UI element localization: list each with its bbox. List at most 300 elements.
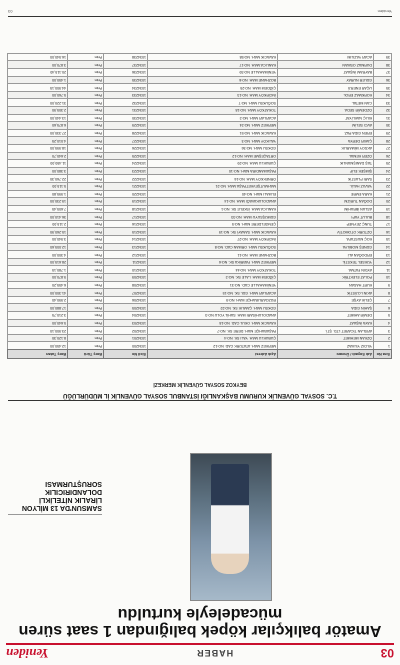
table-cell: Prim bbox=[68, 198, 104, 206]
table-cell: KANLICA MAH. İSKELE SK. NO:1 bbox=[148, 205, 278, 213]
table-cell: DEMİR AHMET bbox=[278, 312, 374, 320]
table-header-cell: Borç Tutarı bbox=[8, 350, 68, 359]
table-cell: 25 bbox=[374, 160, 392, 168]
table-row bbox=[8, 182, 392, 190]
table-cell: 12 bbox=[374, 258, 392, 266]
headline: Amatör balıkçılar köpek balığından 1 saat süren mücadeleyle kurtuldu bbox=[18, 605, 382, 639]
table-cell: 1034211 bbox=[104, 258, 148, 266]
table-cell: 4 bbox=[374, 319, 392, 327]
table-row bbox=[8, 198, 392, 206]
table-cell: 32 bbox=[374, 107, 392, 115]
table-cell: 1034216 bbox=[104, 220, 148, 228]
table-cell: Prim bbox=[68, 327, 104, 335]
table-cell: 1034214 bbox=[104, 236, 148, 244]
table-cell: AYDIN FATMA bbox=[278, 266, 374, 274]
table-cell: 7 bbox=[374, 296, 392, 304]
table-cell: YENİMAHALLE CAD. NO:31 bbox=[148, 281, 278, 289]
table-cell: Prim bbox=[68, 61, 104, 69]
table-cell: Prim bbox=[68, 53, 104, 61]
table-cell: 15 bbox=[374, 236, 392, 244]
masthead bbox=[6, 643, 394, 661]
table-cell: Prim bbox=[68, 129, 104, 137]
table-cell: 1034234 bbox=[104, 84, 148, 92]
table-cell: 9 bbox=[374, 281, 392, 289]
table-cell: 1034229 bbox=[104, 122, 148, 130]
table-cell: 1034218 bbox=[104, 205, 148, 213]
table-header-row bbox=[8, 350, 392, 359]
table-cell: 20.115,40 bbox=[8, 69, 68, 77]
page-footer bbox=[8, 7, 392, 17]
table-row bbox=[8, 144, 392, 152]
table-cell: 22 bbox=[374, 182, 392, 190]
table-cell: 1034235 bbox=[104, 76, 148, 84]
table-cell: 1034224 bbox=[104, 160, 148, 168]
table-cell: GÖKSU MAH. NO:36 bbox=[148, 144, 278, 152]
table-cell: KANLICA MAH. NO:17 bbox=[148, 61, 278, 69]
table-row bbox=[8, 274, 392, 282]
table-cell: Prim bbox=[68, 122, 104, 130]
table-cell: 27.330,00 bbox=[8, 129, 68, 137]
article-body-column bbox=[8, 517, 102, 601]
table-cell: 37 bbox=[374, 69, 392, 77]
table-cell: 1034228 bbox=[104, 129, 148, 137]
article-body-column bbox=[324, 403, 393, 449]
table-cell: GÜNEŞ MOBİLYA bbox=[278, 243, 374, 251]
table-cell: 38 bbox=[374, 61, 392, 69]
table-row bbox=[8, 61, 392, 69]
table-cell: ŞİMŞEK ELİF bbox=[278, 167, 374, 175]
table-cell: 13 bbox=[374, 251, 392, 259]
table-cell: 31 bbox=[374, 114, 392, 122]
table-cell: 39 bbox=[374, 53, 392, 61]
table-row bbox=[8, 228, 392, 236]
table-cell: Prim bbox=[68, 258, 104, 266]
table-cell: UÇAR ENERJİ bbox=[278, 84, 374, 92]
section-label: HABER bbox=[196, 648, 234, 658]
table-cell: Prim bbox=[68, 205, 104, 213]
table-cell: 18.995,00 bbox=[8, 144, 68, 152]
table-cell: ANADOLUHİSARI MAH. SAHİL YOLU NO:3 bbox=[148, 312, 278, 320]
table-cell: KORKMAZ EROL bbox=[278, 91, 374, 99]
table-cell: KAVACIK MAH. NO:51 bbox=[148, 129, 278, 137]
table-cell: AKSOY MİMARLIK bbox=[278, 144, 374, 152]
table-row bbox=[8, 281, 392, 289]
table-cell: MERKEZ MAH. FABRİKA SK. NO:6 bbox=[148, 258, 278, 266]
table-cell: 2 bbox=[374, 334, 392, 342]
table-cell: ASLAN İBRAHİM bbox=[278, 205, 374, 213]
table-cell: ÖZKAN MEHMET bbox=[278, 334, 374, 342]
table-cell: 5.115,00 bbox=[8, 182, 68, 190]
table-row bbox=[8, 243, 392, 251]
table-cell: 8 bbox=[374, 289, 392, 297]
table-cell: 36 bbox=[374, 76, 392, 84]
table-cell: ÇİĞDEM MAH. NO:25 bbox=[148, 84, 278, 92]
table-cell: 1034232 bbox=[104, 99, 148, 107]
table-cell: 1034208 bbox=[104, 281, 148, 289]
table-row bbox=[8, 122, 392, 130]
table-cell: TUNÇ ZEYNEP bbox=[278, 220, 374, 228]
table-cell: TOKATKÖY MAH. NO:18 bbox=[148, 107, 278, 115]
table-cell: Prim bbox=[68, 182, 104, 190]
table-cell: Prim bbox=[68, 114, 104, 122]
table-cell: MERKEZ MAH. NO:24 bbox=[148, 122, 278, 130]
table-cell: Prim bbox=[68, 342, 104, 350]
table-cell: GÜMÜŞSUYU MAH. NO:33 bbox=[148, 213, 278, 221]
notice-subtitle: BEYKOZ SOSYAL GÜVENLİK MERKEZİ bbox=[153, 381, 247, 387]
table-cell: SOĞUKSU MAH. ORMAN CAD. NO:8 bbox=[148, 243, 278, 251]
table-cell: 4.010,25 bbox=[8, 137, 68, 145]
table-cell: 44.900,15 bbox=[8, 84, 68, 92]
table-cell: 1034200 bbox=[104, 342, 148, 350]
table-cell: YAVUZ HALİL bbox=[278, 182, 374, 190]
table-cell: ACARLAR MAH. NO:2 bbox=[148, 114, 278, 122]
table-row bbox=[8, 190, 392, 198]
table-cell: ÖRNEKKÖY MAH. NO:16 bbox=[148, 175, 278, 183]
table-cell: 16.540,00 bbox=[8, 53, 68, 61]
table-cell: Prim bbox=[68, 144, 104, 152]
table-cell: 3.210,75 bbox=[8, 312, 68, 320]
table-cell: Prim bbox=[68, 312, 104, 320]
table-row bbox=[8, 175, 392, 183]
table-cell: YENİMAHALLE NO:39 bbox=[148, 69, 278, 77]
table-cell: Prim bbox=[68, 152, 104, 160]
notice-title: T.C. SOSYAL GÜVENLİK KURUMU BAŞKANLIĞI İSTANBUL SOSYAL GÜVENLİK İL MÜDÜRLÜĞÜ bbox=[8, 391, 392, 401]
table-cell: 3 bbox=[374, 327, 392, 335]
table-cell: 1034212 bbox=[104, 251, 148, 259]
table-cell: Prim bbox=[68, 213, 104, 221]
article-body-column bbox=[274, 451, 334, 601]
table-cell: 1034233 bbox=[104, 91, 148, 99]
table-cell: 14 bbox=[374, 243, 392, 251]
table-cell: 3.940,00 bbox=[8, 236, 68, 244]
table-cell: 1034230 bbox=[104, 114, 148, 122]
table-cell: 6.455,20 bbox=[8, 281, 68, 289]
table-cell: EREN GIDA PAZ. bbox=[278, 129, 374, 137]
table-cell: 6 bbox=[374, 304, 392, 312]
table-cell: BOZHANE MAH. NO:11 bbox=[148, 251, 278, 259]
table-cell: Prim bbox=[68, 220, 104, 228]
table-cell: 17 bbox=[374, 220, 392, 228]
table-cell: Prim bbox=[68, 304, 104, 312]
table-cell: 1 bbox=[374, 342, 392, 350]
table-cell: 22.760,30 bbox=[8, 175, 68, 183]
table-cell: Prim bbox=[68, 251, 104, 259]
table-cell: İNCİRKÖY MAH. NO:13 bbox=[148, 91, 278, 99]
table-cell: 7.605,45 bbox=[8, 205, 68, 213]
table-cell: PAŞAMANDIRA MAH. NO:10 bbox=[148, 167, 278, 175]
table-cell: ARSLAN TİCARET LTD. ŞTİ. bbox=[278, 327, 374, 335]
table-cell: 2.305,90 bbox=[8, 107, 68, 115]
table-cell: ÖZTÜRK OTOMOTİV bbox=[278, 228, 374, 236]
table-cell: YILDIZ YILMAZ bbox=[278, 342, 374, 350]
table-cell: 1034205 bbox=[104, 304, 148, 312]
table-cell: Prim bbox=[68, 236, 104, 244]
table-header-cell: Borç Türü bbox=[68, 350, 104, 359]
table-row bbox=[8, 342, 392, 350]
table-cell: 2.640,70 bbox=[8, 152, 68, 160]
table-row bbox=[8, 91, 392, 99]
table-cell: 1034222 bbox=[104, 175, 148, 183]
table-cell: Prim bbox=[68, 289, 104, 297]
table-cell: Prim bbox=[68, 84, 104, 92]
table-cell: MERKEZ MAH. ATATÜRK CAD. NO:12 bbox=[148, 342, 278, 350]
table-row bbox=[8, 304, 392, 312]
table-cell: 35 bbox=[374, 84, 392, 92]
table-cell: 24 bbox=[374, 167, 392, 175]
table-cell: 5.760,00 bbox=[8, 91, 68, 99]
table-cell: 1.450,00 bbox=[8, 76, 68, 84]
table-cell: 1034221 bbox=[104, 182, 148, 190]
table-cell: 1034201 bbox=[104, 334, 148, 342]
table-cell: 1.780,15 bbox=[8, 266, 68, 274]
table-cell: KAVACIK MAH. OKUL CAD. NO:18 bbox=[148, 319, 278, 327]
table-cell: 2.990,40 bbox=[8, 296, 68, 304]
table-cell: BAYRAM İNŞAAT bbox=[278, 69, 374, 77]
table-cell: 12.005,60 bbox=[8, 243, 68, 251]
table-cell: 16 bbox=[374, 228, 392, 236]
table-cell: 1034202 bbox=[104, 327, 148, 335]
table-cell: Prim bbox=[68, 274, 104, 282]
table-row bbox=[8, 69, 392, 77]
table-cell: ÇENGELDERE MAH. NO:5 bbox=[148, 220, 278, 228]
table-row bbox=[8, 129, 392, 137]
table-cell: BOZHANE MAH. NO:6 bbox=[148, 76, 278, 84]
table-row bbox=[8, 327, 392, 335]
table-cell: SOĞUKSU MAH. NO:7 bbox=[148, 99, 278, 107]
table-row bbox=[8, 107, 392, 115]
table-cell: 5.640,00 bbox=[8, 319, 68, 327]
table-cell: 28.615,00 bbox=[8, 258, 68, 266]
table-cell: 17.880,00 bbox=[8, 304, 68, 312]
table-cell: Prim bbox=[68, 266, 104, 274]
table-cell: Prim bbox=[68, 228, 104, 236]
table-cell: Prim bbox=[68, 107, 104, 115]
debtor-table bbox=[7, 53, 392, 359]
table-cell: ELMALI MAH. NO:40 bbox=[148, 190, 278, 198]
table-body bbox=[8, 53, 392, 349]
table-cell: 1034209 bbox=[104, 274, 148, 282]
table-cell: BULUT YAPI bbox=[278, 213, 374, 221]
table-cell: 1034204 bbox=[104, 312, 148, 320]
table-cell: YÜKSEL TEKSTİL bbox=[278, 258, 374, 266]
table-cell: 36.410,00 bbox=[8, 213, 68, 221]
table-row bbox=[8, 312, 392, 320]
table-row bbox=[8, 220, 392, 228]
table-cell: 1034225 bbox=[104, 152, 148, 160]
article-body-column bbox=[251, 403, 320, 449]
table-cell: 11.450,00 bbox=[8, 160, 68, 168]
table-cell: ACAR YAZILIM bbox=[278, 53, 374, 61]
table-cell: 41.300,00 bbox=[8, 289, 68, 297]
table-cell: İNCİRKÖY MAH. NO:27 bbox=[148, 236, 278, 244]
table-cell: Prim bbox=[68, 296, 104, 304]
table-cell: 1034237 bbox=[104, 61, 148, 69]
table-cell: 27 bbox=[374, 144, 392, 152]
table-cell: Prim bbox=[68, 243, 104, 251]
table-cell: 1034236 bbox=[104, 69, 148, 77]
table-cell: 1.995,80 bbox=[8, 190, 68, 198]
table-row bbox=[8, 213, 392, 221]
footer-logo: Yeniden bbox=[377, 9, 392, 14]
table-cell: 1034238 bbox=[104, 53, 148, 61]
page-number: 03 bbox=[380, 646, 394, 660]
table-cell: 3.380,00 bbox=[8, 167, 68, 175]
table-row bbox=[8, 251, 392, 259]
table-cell: MAHMUTŞEVKETPAŞA MAH. NO:21 bbox=[148, 182, 278, 190]
table-cell: ANADOLUKAVAĞI MAH. NO:14 bbox=[148, 198, 278, 206]
table-cell: Prim bbox=[68, 167, 104, 175]
table-cell: 1034206 bbox=[104, 296, 148, 304]
table-row bbox=[8, 152, 392, 160]
footer-page-number: 03 bbox=[8, 9, 13, 14]
table-cell: ÖZER KEMAL bbox=[278, 152, 374, 160]
table-cell: KAVACIK MAH. NO:58 bbox=[148, 53, 278, 61]
table-cell: KARA EMRE bbox=[278, 190, 374, 198]
table-cell: 1034219 bbox=[104, 198, 148, 206]
table-cell: Prim bbox=[68, 137, 104, 145]
table-cell: 1034227 bbox=[104, 137, 148, 145]
table-row bbox=[8, 334, 392, 342]
article-continuation bbox=[106, 403, 392, 449]
table-cell: 8.120,30 bbox=[8, 334, 68, 342]
table-row bbox=[8, 99, 392, 107]
table-row bbox=[8, 205, 392, 213]
table-cell: Prim bbox=[68, 99, 104, 107]
table-cell: KAVACIK MAH. SANAYİ SK. NO:19 bbox=[148, 228, 278, 236]
table-cell: Prim bbox=[68, 190, 104, 198]
table-cell: Prim bbox=[68, 69, 104, 77]
table-cell: 4.300,00 bbox=[8, 251, 68, 259]
table-row bbox=[8, 167, 392, 175]
table-cell: 1034231 bbox=[104, 107, 148, 115]
table-cell: Prim bbox=[68, 334, 104, 342]
table-cell: TAŞ DANIŞMANLIK bbox=[278, 160, 374, 168]
article-body-column bbox=[332, 451, 392, 601]
table-cell: 1034220 bbox=[104, 190, 148, 198]
table-cell: 34 bbox=[374, 91, 392, 99]
table-header-cell: Sicil No bbox=[104, 350, 148, 359]
article-photo bbox=[190, 453, 272, 601]
table-cell: 33 bbox=[374, 99, 392, 107]
table-cell: AVCI SELİM bbox=[278, 122, 374, 130]
table-cell: GÖKSU MAH. ÇAMLIK SK. NO:22 bbox=[148, 304, 278, 312]
table-cell: 18 bbox=[374, 213, 392, 221]
table-cell: KOÇ MUSTAFA bbox=[278, 236, 374, 244]
table-row bbox=[8, 319, 392, 327]
table-cell: 1034213 bbox=[104, 243, 148, 251]
table-cell: 5 bbox=[374, 312, 392, 320]
table-row bbox=[8, 84, 392, 92]
table-cell: 1034223 bbox=[104, 167, 148, 175]
table-cell: 6.875,60 bbox=[8, 122, 68, 130]
table-cell: 13.440,00 bbox=[8, 114, 68, 122]
fisherman-figure bbox=[211, 464, 249, 574]
table-cell: ORTAÇEŞME MAH. NO:12 bbox=[148, 152, 278, 160]
table-cell: Prim bbox=[68, 281, 104, 289]
side-story bbox=[8, 415, 102, 515]
newspaper-logo: Yeniden bbox=[6, 646, 49, 661]
table-cell: AKIN LOJİSTİK bbox=[278, 289, 374, 297]
table-cell: ÇİĞDEM MAH. LALE SK. NO:2 bbox=[148, 274, 278, 282]
table-cell: DURMAZ OSMAN bbox=[278, 61, 374, 69]
table-cell: GÜLER NURAY bbox=[278, 76, 374, 84]
table-row bbox=[8, 160, 392, 168]
table-cell: 1034226 bbox=[104, 144, 148, 152]
table-cell: 1034217 bbox=[104, 213, 148, 221]
table-cell: Prim bbox=[68, 91, 104, 99]
table-cell: YALIKÖY MAH. NO:3 bbox=[148, 137, 278, 145]
table-row bbox=[8, 266, 392, 274]
table-cell: SARI PLASTİK bbox=[278, 175, 374, 183]
table-cell: 1034207 bbox=[104, 289, 148, 297]
table-row bbox=[8, 289, 392, 297]
table-cell: 15.260,90 bbox=[8, 228, 68, 236]
table-cell: Prim bbox=[68, 76, 104, 84]
table-cell: 23 bbox=[374, 175, 392, 183]
table-cell: 30 bbox=[374, 122, 392, 130]
table-cell: ÖZDEMİR SEDA bbox=[278, 107, 374, 115]
table-cell: ÇUBUKLU MAH. NO:29 bbox=[148, 160, 278, 168]
table-cell: TOKATKÖY MAH. NO:44 bbox=[148, 266, 278, 274]
table-row bbox=[8, 76, 392, 84]
table-cell: ÇAKIR DERYA bbox=[278, 137, 374, 145]
table-cell: ŞAHİN GIDA bbox=[278, 304, 374, 312]
table-row bbox=[8, 114, 392, 122]
table-cell: CAN METAL bbox=[278, 99, 374, 107]
table-cell: Prim bbox=[68, 175, 104, 183]
table-cell: 11 bbox=[374, 266, 392, 274]
table-cell: ERDOĞAN ALİ bbox=[278, 251, 374, 259]
table-row bbox=[8, 236, 392, 244]
table-cell: ÇELİK AYŞE bbox=[278, 296, 374, 304]
table-cell: POLAT ELEKTRİK bbox=[278, 274, 374, 282]
table-row bbox=[8, 258, 392, 266]
table-cell: 3.870,00 bbox=[8, 61, 68, 69]
table-cell: 19 bbox=[374, 205, 392, 213]
article-body-column bbox=[179, 403, 248, 449]
table-cell: 9.870,00 bbox=[8, 274, 68, 282]
side-story-title: SAMSUN'DA 13 MİLYON LİRALIK NİTELİKLİ DOLANDIRICILIK SORUŞTURMASI bbox=[21, 480, 102, 511]
table-cell: KAYA İNŞAAT bbox=[278, 319, 374, 327]
table-cell: 20 bbox=[374, 198, 392, 206]
table-cell: 12.450,00 bbox=[8, 342, 68, 350]
table-cell: RÜZGARLIBAHÇE MAH. NO:9 bbox=[148, 296, 278, 304]
table-cell: Prim bbox=[68, 319, 104, 327]
table-cell: 1034210 bbox=[104, 266, 148, 274]
table-cell: 23.900,10 bbox=[8, 327, 68, 335]
table-cell: Prim bbox=[68, 160, 104, 168]
table-cell: KILIÇ NAKLİYAT bbox=[278, 114, 374, 122]
table-cell: 2.115,00 bbox=[8, 220, 68, 228]
table-cell: PAŞABAHÇE MAH. DERE SK. NO:7 bbox=[148, 327, 278, 335]
table-cell: DOĞAN TURİZM bbox=[278, 198, 374, 206]
table-header-cell: Açık Adresi bbox=[148, 350, 278, 359]
article-body-column bbox=[106, 403, 175, 449]
table-cell: 19.230,00 bbox=[8, 198, 68, 206]
table-row bbox=[8, 137, 392, 145]
table-row bbox=[8, 53, 392, 61]
table-cell: 1034215 bbox=[104, 228, 148, 236]
table-cell: KURT HASAN bbox=[278, 281, 374, 289]
table-cell: 21 bbox=[374, 190, 392, 198]
table-cell: 26 bbox=[374, 152, 392, 160]
table-cell: 31.220,00 bbox=[8, 99, 68, 107]
table-cell: ACARLAR MAH. GÜL SK. NO:15 bbox=[148, 289, 278, 297]
table-cell: 29 bbox=[374, 129, 392, 137]
table-cell: 1034203 bbox=[104, 319, 148, 327]
table-header-cell: Sıra No bbox=[374, 350, 392, 359]
table-cell: 28 bbox=[374, 137, 392, 145]
